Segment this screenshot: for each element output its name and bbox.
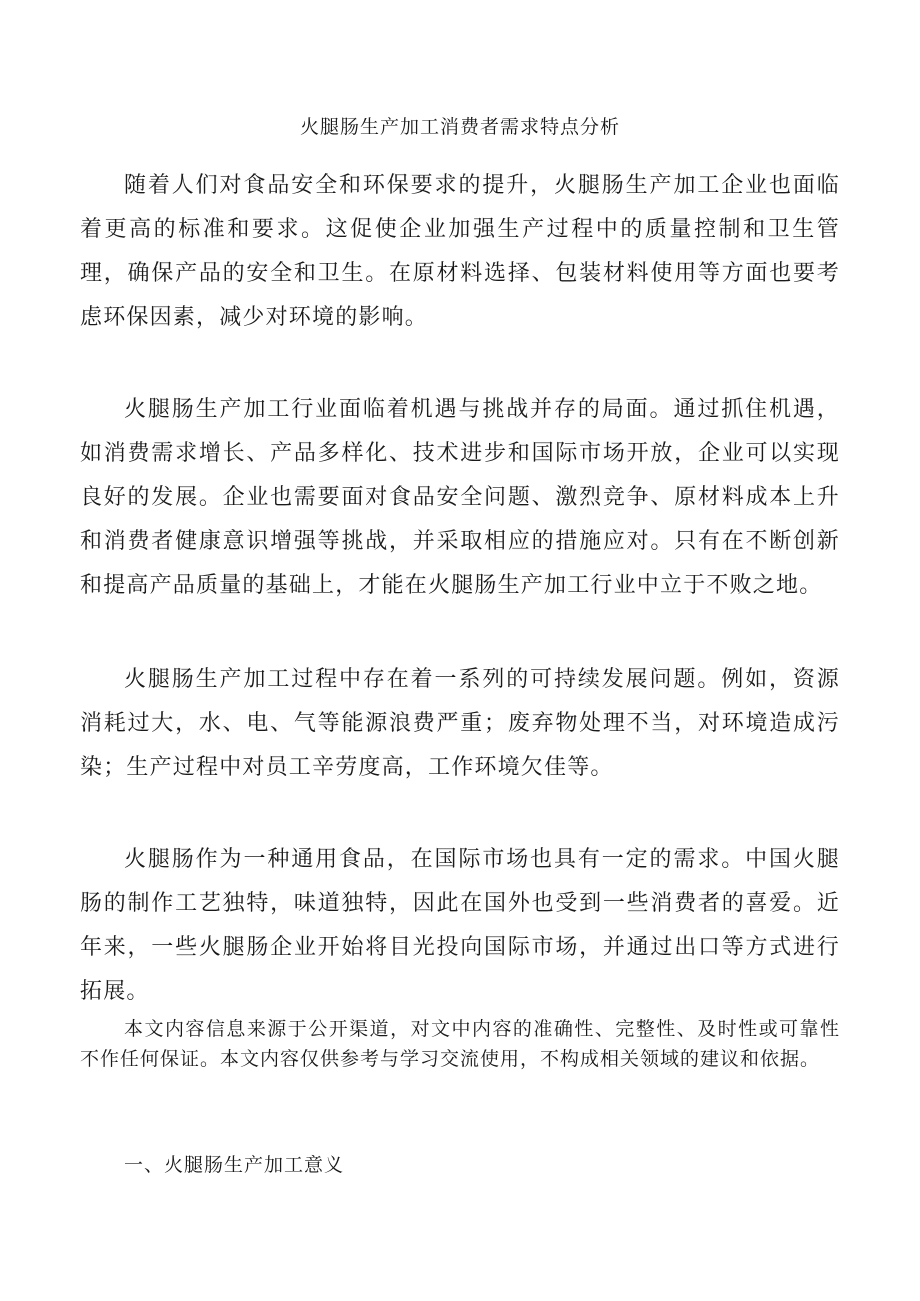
paragraph-1: 随着人们对食品安全和环保要求的提升，火腿肠生产加工企业也面临着更高的标准和要求。这促使企业加强生产过程中的质量控制和卫生管理，确保产品的安全和卫生。在原材料选择、包装材料使用等方面也要考虑环保因素，减少对环境的影响。 [80, 173, 840, 330]
section-heading: 一、火腿肠生产加工意义 [124, 1154, 345, 1176]
paragraph-4: 火腿肠作为一种通用食品，在国际市场也具有一定的需求。中国火腿肠的制作工艺独特，味道独特，因此在国外也受到一些消费者的喜爱。近年来，一些火腿肠企业开始将目光投向国际市场，并通过出口等方式进行拓展。 [80, 847, 840, 1004]
paragraph-3: 火腿肠生产加工过程中存在着一系列的可持续发展问题。例如，资源消耗过大，水、电、气等能源浪费严重；废弃物处理不当，对环境造成污染；生产过程中对员工辛劳度高，工作环境欠佳等。 [80, 667, 840, 780]
disclaimer-text: 本文内容信息来源于公开渠道，对文中内容的准确性、完整性、及时性或可靠性不作任何保证。本文内容仅供参考与学习交流使用，不构成相关领域的建议和依据。 [80, 1018, 840, 1070]
document-title: 火腿肠生产加工消费者需求特点分析 [299, 116, 620, 138]
paragraph-2: 火腿肠生产加工行业面临着机遇与挑战并存的局面。通过抓住机遇，如消费需求增长、产品多样化、技术进步和国际市场开放，企业可以实现良好的发展。企业也需要面对食品安全问题、激烈竞争、原材料成本上升和消费者健康意识增强等挑战，并采取相应的措施应对。只有在不断创新和提高产品质量的基础上，才能在火腿肠生产加工行业中立于不败之地。 [80, 397, 840, 598]
